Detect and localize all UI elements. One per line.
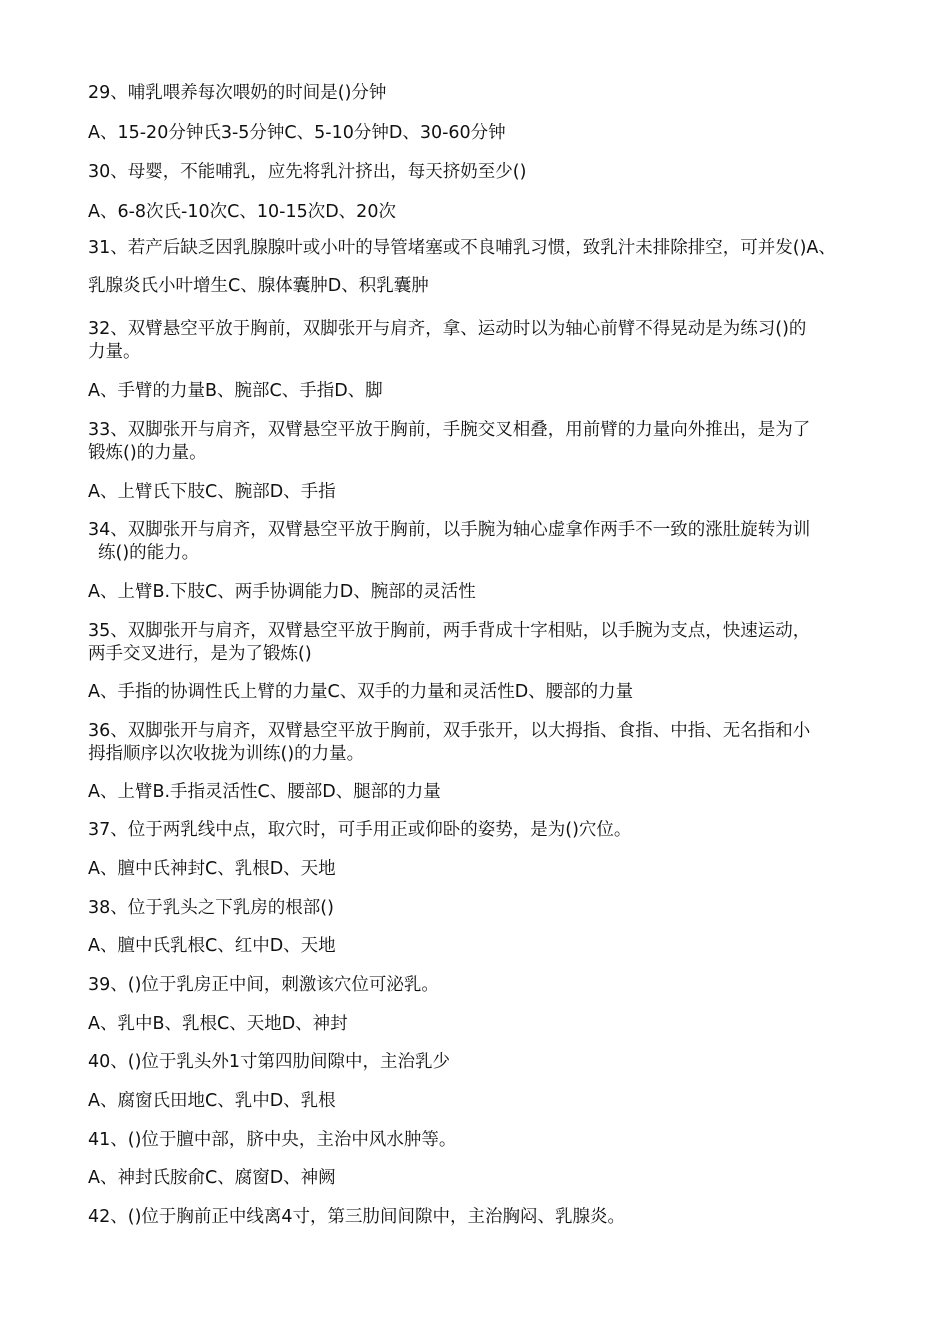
options-35: A、手指的协调性氏上臂的力量C、双手的力量和灵活性D、腰部的力量 [88, 682, 634, 702]
question-37: 37、位于两乳线中点，取穴时，可手用正或仰卧的姿势，是为()穴位。 [88, 820, 632, 840]
options-31: 乳腺炎氏小叶增生C、腺体囊肿D、积乳囊肿 [88, 276, 429, 296]
question-35-line-2: 两手交叉进行，是为了锻炼() [88, 644, 312, 664]
options-39: A、乳中B、乳根C、天地D、神封 [88, 1014, 348, 1034]
options-30: A、6-8次氏-10次C、10-15次D、20次 [88, 202, 396, 222]
question-35-line-1: 35、双脚张开与肩齐，双臂悬空平放于胸前，两手背成十字相贴，以手腕为支点，快速运动， [88, 621, 811, 641]
question-42: 42、()位于胸前正中线离4寸，第三肋间间隙中，主治胸闷、乳腺炎。 [88, 1207, 626, 1227]
options-38: A、膻中氏乳根C、红中D、天地 [88, 936, 336, 956]
question-40: 40、()位于乳头外1寸第四肋间隙中，主治乳少 [88, 1052, 451, 1072]
question-29: 29、哺乳喂养每次喂奶的时间是()分钟 [88, 83, 387, 103]
question-33-line-2: 锻炼()的力量。 [88, 443, 207, 463]
question-36-line-1: 36、双脚张开与肩齐，双臂悬空平放于胸前，双手张开，以大拇指、食指、中指、无名指和小 [88, 721, 811, 741]
question-32-line-1: 32、双臂悬空平放于胸前，双脚张开与肩齐，拿、运动时以为轴心前臂不得晃动是为练习()的 [88, 319, 807, 339]
question-31: 31、若产后缺乏因乳腺腺叶或小叶的导管堵塞或不良哺乳习惯，致乳汁未排除排空，可并发()A、 [88, 238, 836, 258]
options-29: A、15-20分钟氏3-5分钟C、5-10分钟D、30-60分钟 [88, 123, 506, 143]
options-37: A、膻中氏神封C、乳根D、天地 [88, 859, 336, 879]
question-36-line-2: 拇指顺序以次收拢为训练()的力量。 [88, 744, 365, 764]
question-39: 39、()位于乳房正中间，刺激该穴位可泌乳。 [88, 975, 439, 995]
options-32: A、手臂的力量B、腕部C、手指D、脚 [88, 381, 383, 401]
question-33-line-1: 33、双脚张开与肩齐，双臂悬空平放于胸前，手腕交叉相叠，用前臂的力量向外推出，是为了 [88, 420, 811, 440]
question-32-line-2: 力量。 [88, 342, 141, 362]
options-36: A、上臂B.手指灵活性C、腰部D、腿部的力量 [88, 782, 441, 802]
question-38: 38、位于乳头之下乳房的根部() [88, 898, 334, 918]
question-41: 41、()位于膻中部，脐中央，主治中风水肿等。 [88, 1130, 457, 1150]
question-34-line-2: 练()的能力。 [98, 543, 200, 563]
options-33: A、上臂氏下肢C、腕部D、手指 [88, 482, 336, 502]
options-34: A、上臂B.下肢C、两手协调能力D、腕部的灵活性 [88, 582, 476, 602]
options-40: A、腐窗氏田地C、乳中D、乳根 [88, 1091, 336, 1111]
question-34-line-1: 34、双脚张开与肩齐，双臂悬空平放于胸前，以手腕为轴心虚拿作两手不一致的涨肚旋转为训 [88, 520, 811, 540]
question-30: 30、母婴，不能哺乳，应先将乳汁挤出，每天挤奶至少() [88, 162, 527, 182]
options-41: A、神封氏胺俞C、腐窗D、神阙 [88, 1168, 336, 1188]
